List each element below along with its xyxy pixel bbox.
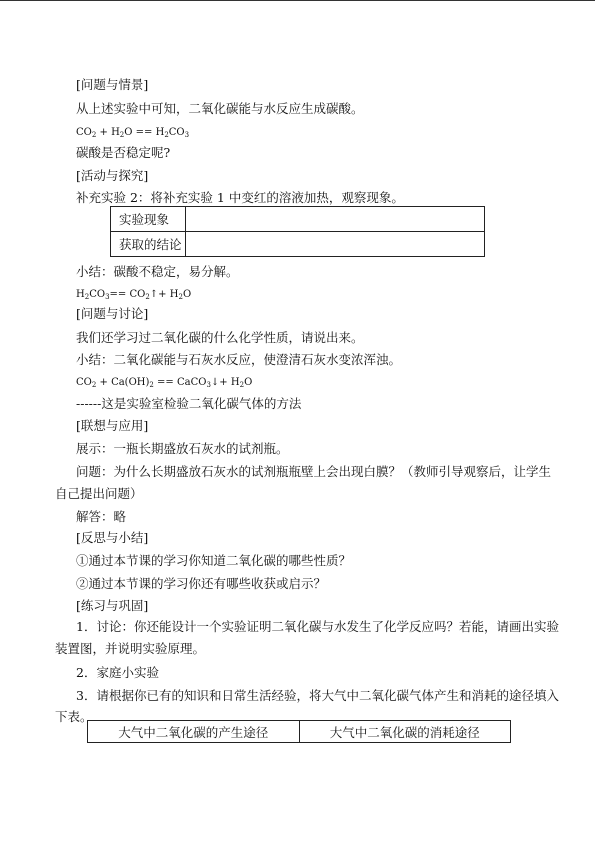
- text-line: 补充实验 2：将补充实验 1 中变红的溶液加热，观察现象。: [76, 190, 404, 205]
- text-line: ②通过本节课的学习你还有哪些收获或启示？: [76, 576, 327, 591]
- table-cell-empty: [186, 207, 485, 232]
- text-line: 小结：二氧化碳能与石灰水反应，使澄清石灰水变浓浑浊。: [76, 352, 402, 367]
- text-line: 我们还学习过二氧化碳的什么化学性质，请说出来。: [76, 330, 364, 345]
- section-heading-activity: [活动与探究]: [76, 168, 149, 183]
- table-cell-label: 获取的结论: [111, 232, 186, 257]
- text-line: 小结：碳酸不稳定，易分解。: [76, 264, 239, 279]
- co2-pathways-table: [87, 720, 511, 743]
- text-line: 碳酸是否稳定呢?: [76, 145, 171, 160]
- text-line: 展示：一瓶长期盛放石灰水的试剂瓶。: [76, 441, 289, 456]
- top-rule: [0, 0, 595, 1]
- text-line: 从上述实验中可知，二氧化碳能与水反应生成碳酸。: [76, 101, 364, 116]
- equation-limewater-reaction: $CO_2 + Ca(OH)_2$ == CaCO$_3$↓+ $H_2O$: [76, 377, 253, 389]
- section-heading-association: [联想与应用]: [76, 418, 149, 433]
- text-line: 3．请根据你已有的知识和日常生活经验，将大气中二氧化碳气体产生和消耗的途径填入: [76, 688, 559, 703]
- text-line: 装置图，并说明实验原理。: [55, 641, 206, 656]
- section-heading-problem-scene: [问题与情景]: [76, 77, 149, 92]
- table-cell-label: 实验现象: [111, 207, 186, 232]
- experiment-table: [110, 206, 485, 257]
- table-header-production: 大气中二氧化碳的产生途径: [88, 721, 300, 743]
- table-row: [88, 721, 511, 743]
- equation-carbonic-acid-decomposition: $H_2CO_3==$ $CO_2↑+ H_2O$: [76, 289, 192, 301]
- text-line: ------这是实验室检验二氧化碳气体的方法: [76, 396, 302, 411]
- text-line: 2．家庭小实验: [76, 665, 159, 680]
- table-header-consumption: 大气中二氧化碳的消耗途径: [299, 721, 511, 743]
- equation-carbonic-acid-formation: $CO_2 + H_2O == H_2CO_3$: [76, 127, 190, 139]
- section-heading-discussion: [问题与讨论]: [76, 306, 149, 321]
- table-cell-empty: [186, 232, 485, 257]
- table-row: [111, 232, 485, 257]
- text-line: 自己提出问题）: [55, 486, 143, 501]
- text-line: 问题：为什么长期盛放石灰水的试剂瓶瓶壁上会出现白膜？（教师引导观察后，让学生: [76, 464, 552, 479]
- section-heading-practice: [练习与巩固]: [76, 598, 149, 613]
- section-heading-reflection: [反思与小结]: [76, 530, 149, 545]
- text-line: 1．讨论：你还能设计一个实验证明二氧化碳与水发生了化学反应吗？若能，请画出实验: [76, 619, 559, 634]
- table-row: [111, 207, 485, 232]
- text-line: ①通过本节课的学习你知道二氧化碳的哪些性质？: [76, 553, 352, 568]
- text-line: 下表。: [55, 709, 93, 724]
- text-line: 解答：略: [76, 509, 127, 524]
